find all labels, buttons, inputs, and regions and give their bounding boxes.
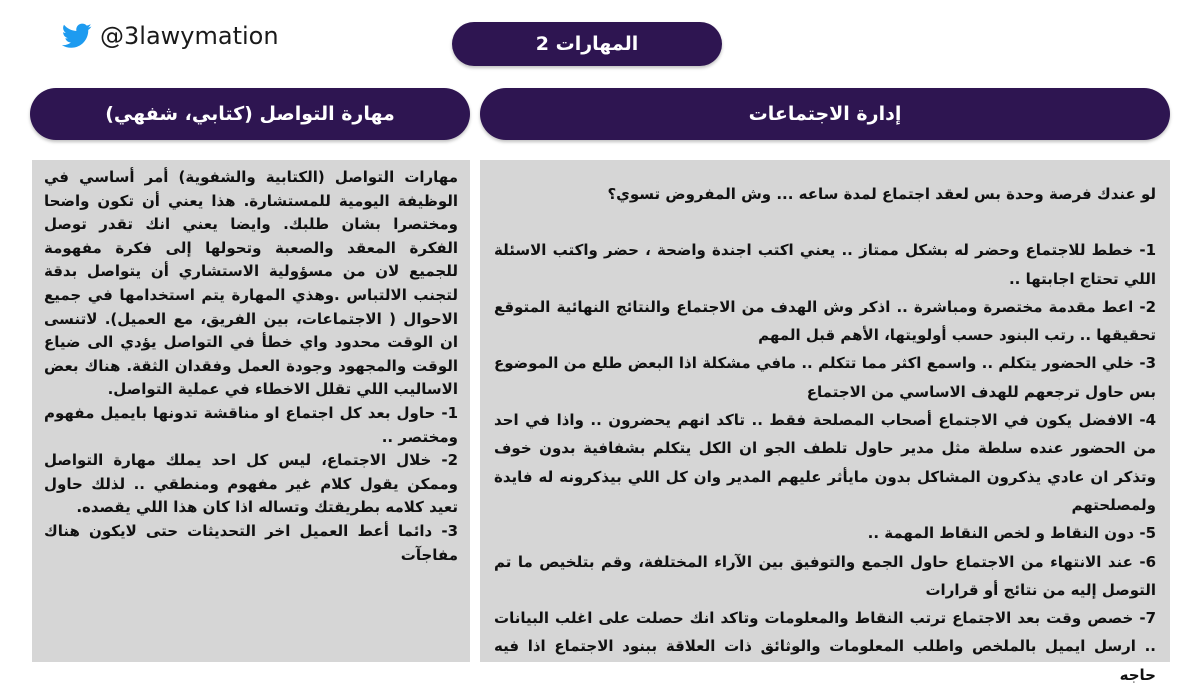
communication-item-1: 1- حاول بعد كل اجتماع او مناقشة تدونها بايميل مفهوم ومختصر .. bbox=[44, 403, 458, 446]
communication-skill-header-text: مهارة التواصل (كتابي، شفهي) bbox=[105, 103, 395, 125]
page-title-text: المهارات 2 bbox=[535, 33, 639, 55]
meeting-item-3: 3- خلي الحضور يتكلم .. واسمع اكثر مما تتكلم .. مافي مشكلة اذا البعض طلع من الموضوع بس حاول ترجعهم للهدف الاساسي من الاجتماع bbox=[494, 354, 1156, 401]
communication-item-2: 2- خلال الاجتماع، ليس كل احد يملك مهارة التواصل وممكن يقول كلام غير مفهوم ومنطقي .. لذلك حاول تعيد كلامه بطريقتك وتساله اذا كان هذا اللي يقصده. bbox=[44, 451, 458, 517]
twitter-handle[interactable] bbox=[62, 22, 279, 50]
meeting-item-4: 4- الافضل يكون في الاجتماع أصحاب المصلحة فقط .. تاكد انهم يحضرون .. واذا في احد من الحضور عنده سلطة مثل مدير حاول تلطف الجو ان الكل يتكلم بشفافية بدون خوف وتذكر ان عادي يذكرون المشاكل بدون مايأثر عليهم المدير وان كل اللي بيذكرونه له فايدة ولمصلحتهم bbox=[494, 411, 1156, 514]
communication-intro: مهارات التواصل (الكتابية والشفوية) أمر أساسي في الوظيفة اليومية للمستشارة. هذا يعني أن تكون واضحا ومختصرا بشان طلبك. وايضا يعني انك تقدر توصل الفكرة المعقد والصعبة وتحولها إلى فكرة مفهومة للجميع لان من مسؤولية الاستشاري أن يتواصل بدقة لتجنب الالتباس .وهذي المهارة يتم استخدامها في جميع الاحوال ( الاجتماعات، بين الفريق، مع العميل). لاتنسى ان الوقت محدود واي خطأ في التواصل يؤدي الى ضياع الوقت والمجهود وجودة العمل وفقدان الثقة. هناك بعض الاساليب اللي تقلل الاخطاء في عملية التواصل. bbox=[44, 168, 458, 399]
meeting-item-1: 1- خطط للاجتماع وحضر له بشكل ممتاز .. يعني اكتب اجندة واضحة ، حضر واكتب الاسئلة اللي تحتاج اجابتها .. bbox=[494, 241, 1156, 288]
meeting-management-panel bbox=[480, 160, 1170, 684]
meeting-management-header-text: إدارة الاجتماعات bbox=[748, 103, 902, 125]
communication-skill-header bbox=[30, 88, 470, 140]
meeting-question: لو عندك فرصة وحدة بس لعقد اجتماع لمدة ساعه ... وش المفروض تسوي؟ bbox=[607, 185, 1156, 203]
meeting-item-7: 7- خصص وقت بعد الاجتماع ترتب النقاط والمعلومات وتاكد انك حصلت على اغلب البيانات .. ارسل ايميل بالملخص واطلب المعلومات والوثائق ذات العلاقة ببنود الاجتماع اذا فيه حاجه bbox=[494, 609, 1156, 684]
twitter-handle-text: @3lawymation bbox=[100, 22, 279, 50]
twitter-bird-icon bbox=[62, 23, 92, 49]
meeting-item-5: 5- دون النقاط و لخص النقاط المهمة .. bbox=[867, 524, 1156, 543]
communication-skill-panel bbox=[32, 160, 470, 662]
meeting-management-header bbox=[480, 88, 1170, 140]
spacer bbox=[494, 208, 1156, 236]
meeting-item-6: 6- عند الانتهاء من الاجتماع حاول الجمع والتوفيق بين الآراء المختلفة، وقم بتلخيص ما تم التوصل إليه من نتائج أو قرارات bbox=[494, 552, 1156, 599]
page-title bbox=[452, 22, 722, 66]
meeting-item-2: 2- اعط مقدمة مختصرة ومباشرة .. اذكر وش الهدف من الاجتماع والنتائج النهائية المتوقع تحقيقها .. رتب البنود حسب أولويتها، الأهم قبل المهم bbox=[494, 297, 1156, 345]
communication-item-3: 3- دائما أعط العميل اخر التحديثات حتى لايكون هناك مفاجآت bbox=[44, 521, 458, 564]
